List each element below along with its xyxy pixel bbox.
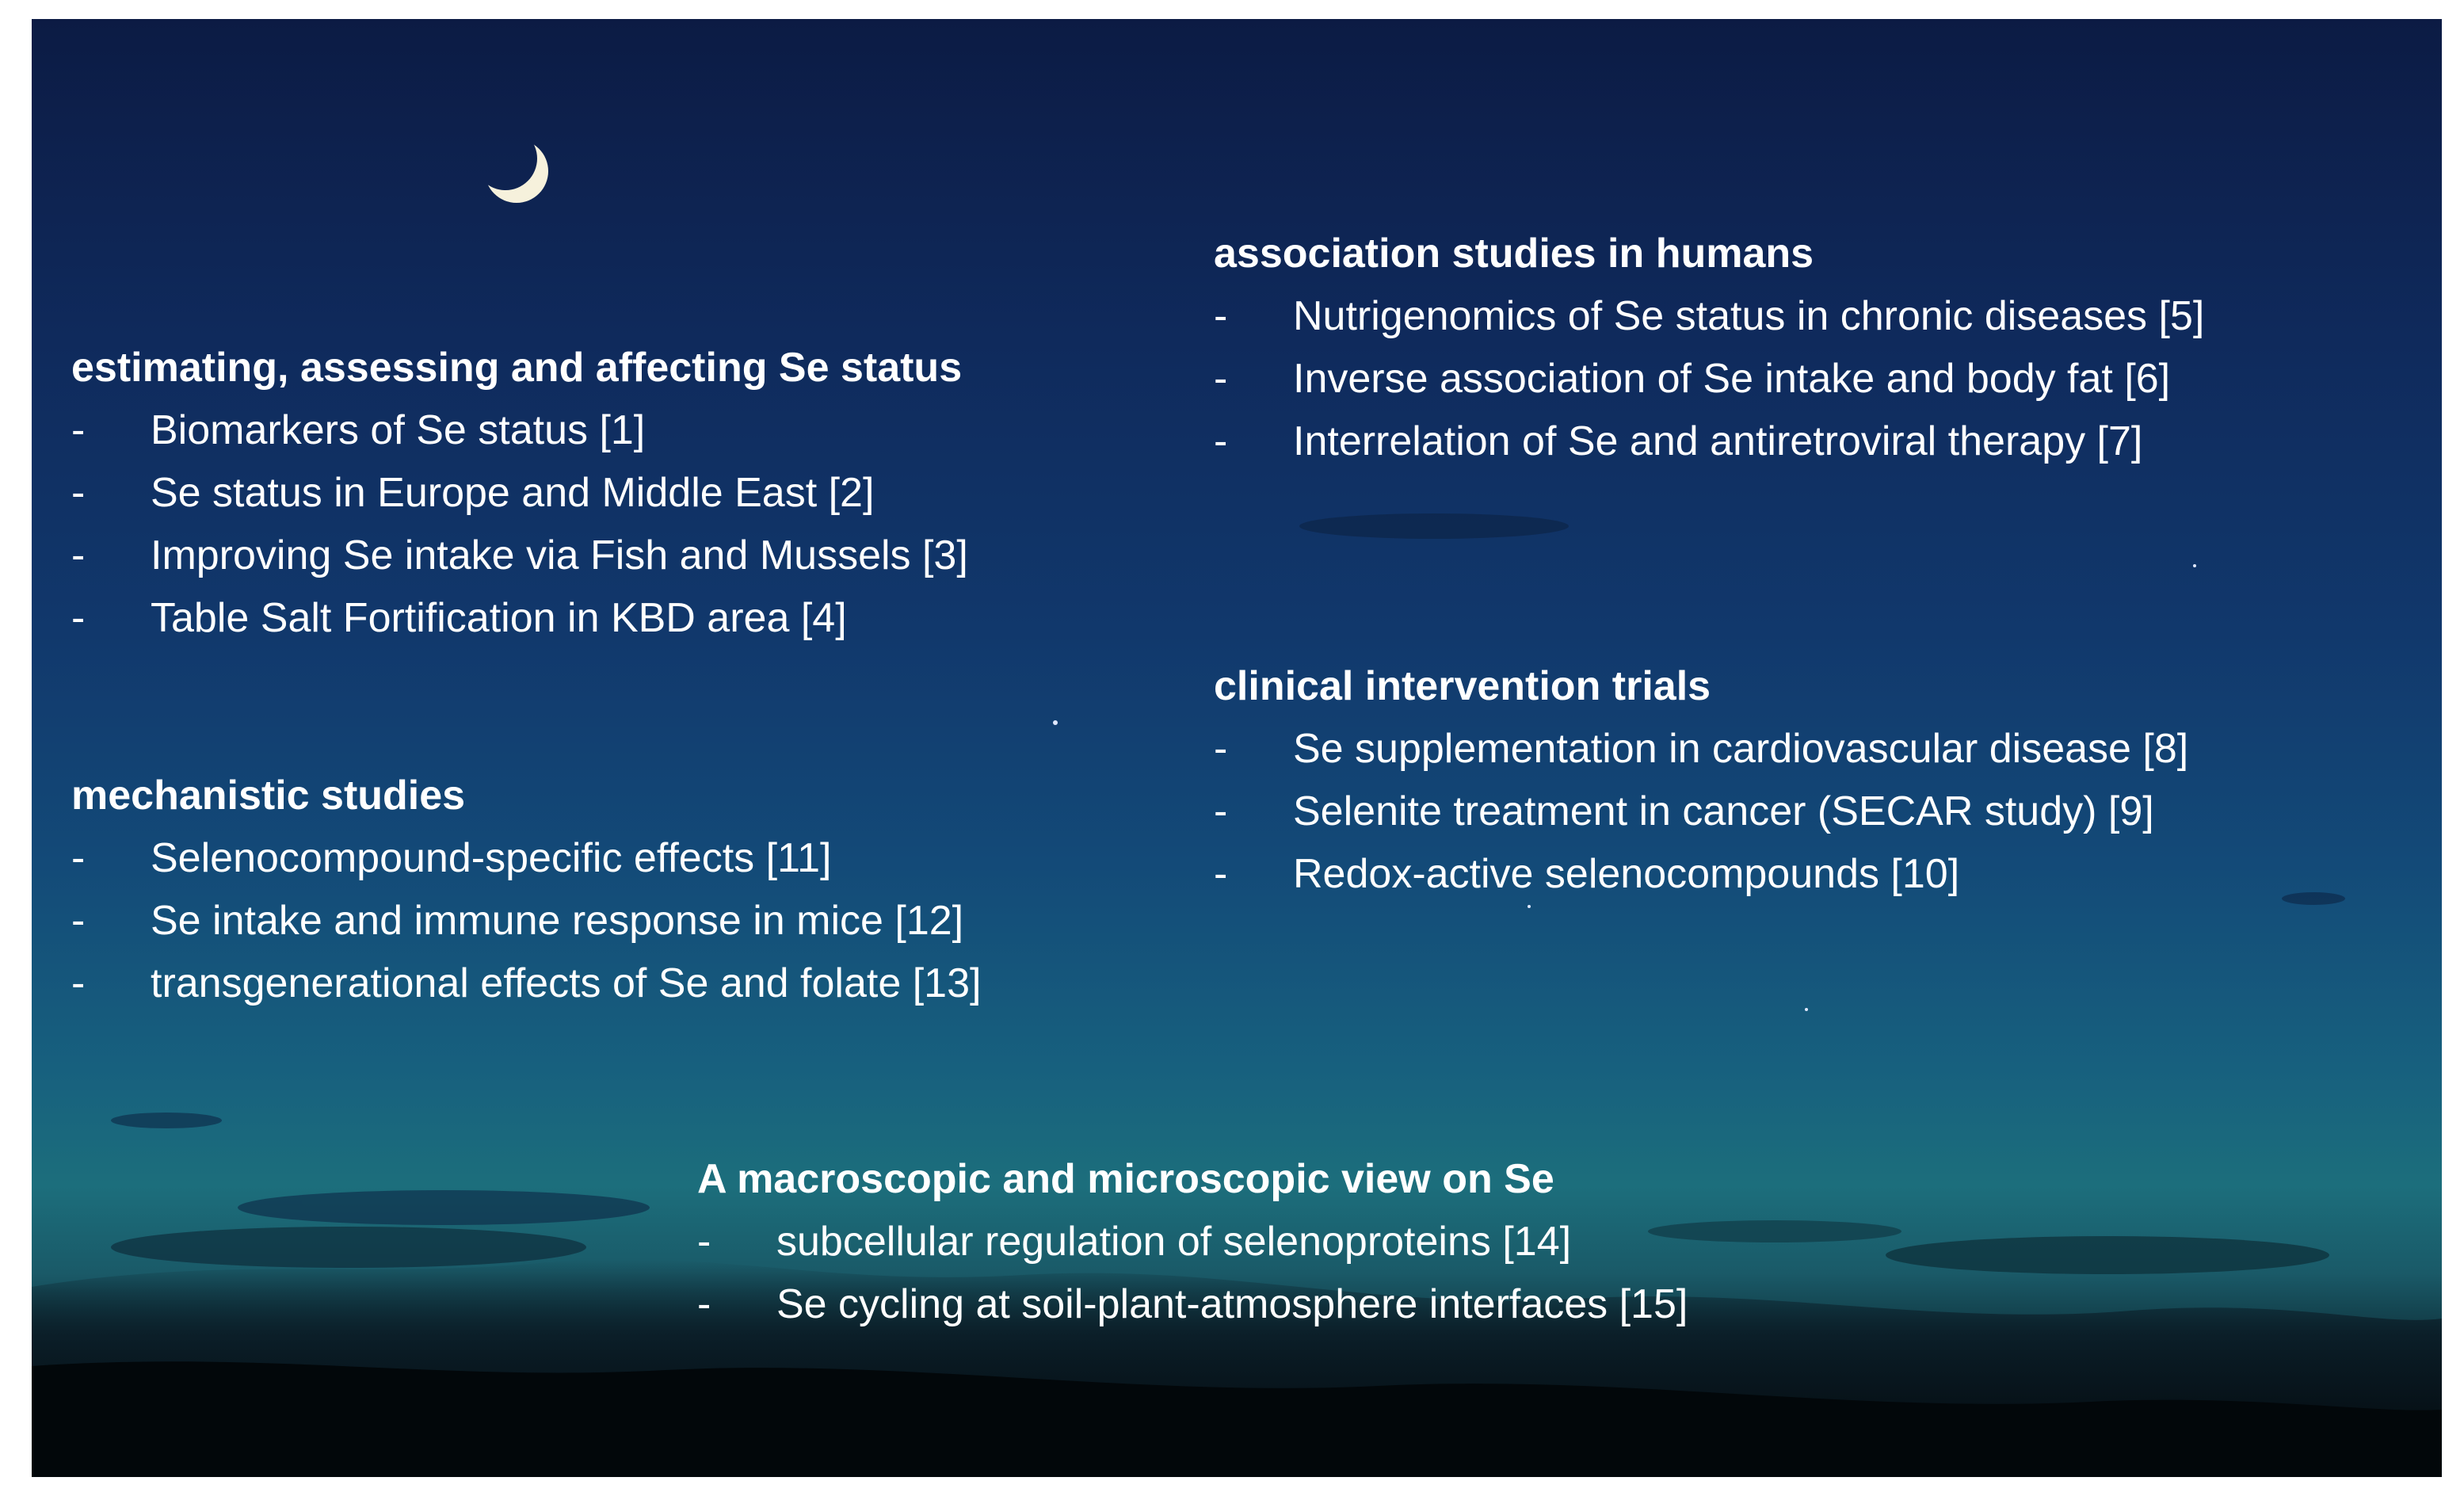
list-item <box>71 587 968 650</box>
list-item-text: Table Salt Fortification in KBD area [4] <box>151 595 847 641</box>
mechanistic-list <box>71 827 981 1015</box>
bullet-dash: - <box>71 470 86 516</box>
list-item-text: Se status in Europe and Middle East [2] <box>151 470 875 516</box>
association-list <box>1214 285 2204 473</box>
bullet-dash: - <box>1214 788 1228 834</box>
crescent-moon-icon <box>485 139 548 203</box>
bullet-dash: - <box>1214 418 1228 464</box>
list-item-text: Interrelation of Se and antiretroviral therapy [7] <box>1293 418 2143 464</box>
list-item-text: subcellular regulation of selenoproteins [14] <box>776 1219 1572 1265</box>
status-list <box>71 399 968 650</box>
list-item <box>1214 348 2204 410</box>
night-sky-background <box>32 19 2442 1477</box>
list-item <box>71 525 968 587</box>
clinical-list <box>1214 718 2188 906</box>
list-item <box>1214 718 2188 781</box>
association-section <box>1214 222 2204 473</box>
mechanistic-section-title: mechanistic studies <box>71 773 466 819</box>
bullet-dash: - <box>71 407 86 453</box>
mechanistic-section <box>71 764 981 1015</box>
bullet-dash: - <box>1214 293 1228 339</box>
clinical-section-title: clinical intervention trials <box>1214 663 1711 709</box>
list-item <box>1214 410 2204 473</box>
list-item-text: Biomarkers of Se status [1] <box>151 407 646 453</box>
status-section-title: estimating, assessing and affecting Se status <box>71 345 963 391</box>
list-item <box>697 1273 1688 1336</box>
macro-section-title: A macroscopic and microscopic view on Se <box>697 1156 1554 1202</box>
list-item <box>71 890 981 952</box>
list-item-text: Se cycling at soil-plant-atmosphere interfaces [15] <box>776 1281 1688 1327</box>
bullet-dash: - <box>697 1281 711 1327</box>
bullet-dash: - <box>71 898 86 944</box>
list-item <box>71 399 968 462</box>
bullet-dash: - <box>1214 851 1228 897</box>
bullet-dash: - <box>71 960 86 1006</box>
bullet-dash: - <box>71 835 86 881</box>
bullet-dash: - <box>71 595 86 641</box>
clinical-section <box>1214 655 2188 906</box>
list-item <box>1214 285 2204 348</box>
list-item <box>697 1211 1688 1273</box>
list-item-text: Redox-active selenocompounds [10] <box>1293 851 1960 897</box>
association-section-title: association studies in humans <box>1214 231 1814 277</box>
list-item-text: Se supplementation in cardiovascular disease [8] <box>1293 726 2189 772</box>
list-item-text: Inverse association of Se intake and body fat [6] <box>1293 356 2171 402</box>
bullet-dash: - <box>1214 356 1228 402</box>
list-item-text: Nutrigenomics of Se status in chronic diseases [5] <box>1293 293 2205 339</box>
list-item <box>71 827 981 890</box>
list-item-text: Improving Se intake via Fish and Mussels [3] <box>151 532 968 578</box>
macro-section <box>697 1147 1688 1336</box>
list-item-text: transgenerational effects of Se and folate [13] <box>151 960 982 1006</box>
bullet-dash: - <box>1214 726 1228 772</box>
list-item <box>71 462 968 525</box>
bullet-dash: - <box>697 1219 711 1265</box>
list-item <box>71 952 981 1015</box>
list-item-text: Se intake and immune response in mice [12] <box>151 898 964 944</box>
list-item <box>1214 843 2188 906</box>
macro-list <box>697 1211 1688 1336</box>
list-item <box>1214 781 2188 843</box>
status-section <box>71 336 968 650</box>
list-item-text: Selenocompound-specific effects [11] <box>151 835 832 881</box>
list-item-text: Selenite treatment in cancer (SECAR study) [9] <box>1293 788 2154 834</box>
bullet-dash: - <box>71 532 86 578</box>
